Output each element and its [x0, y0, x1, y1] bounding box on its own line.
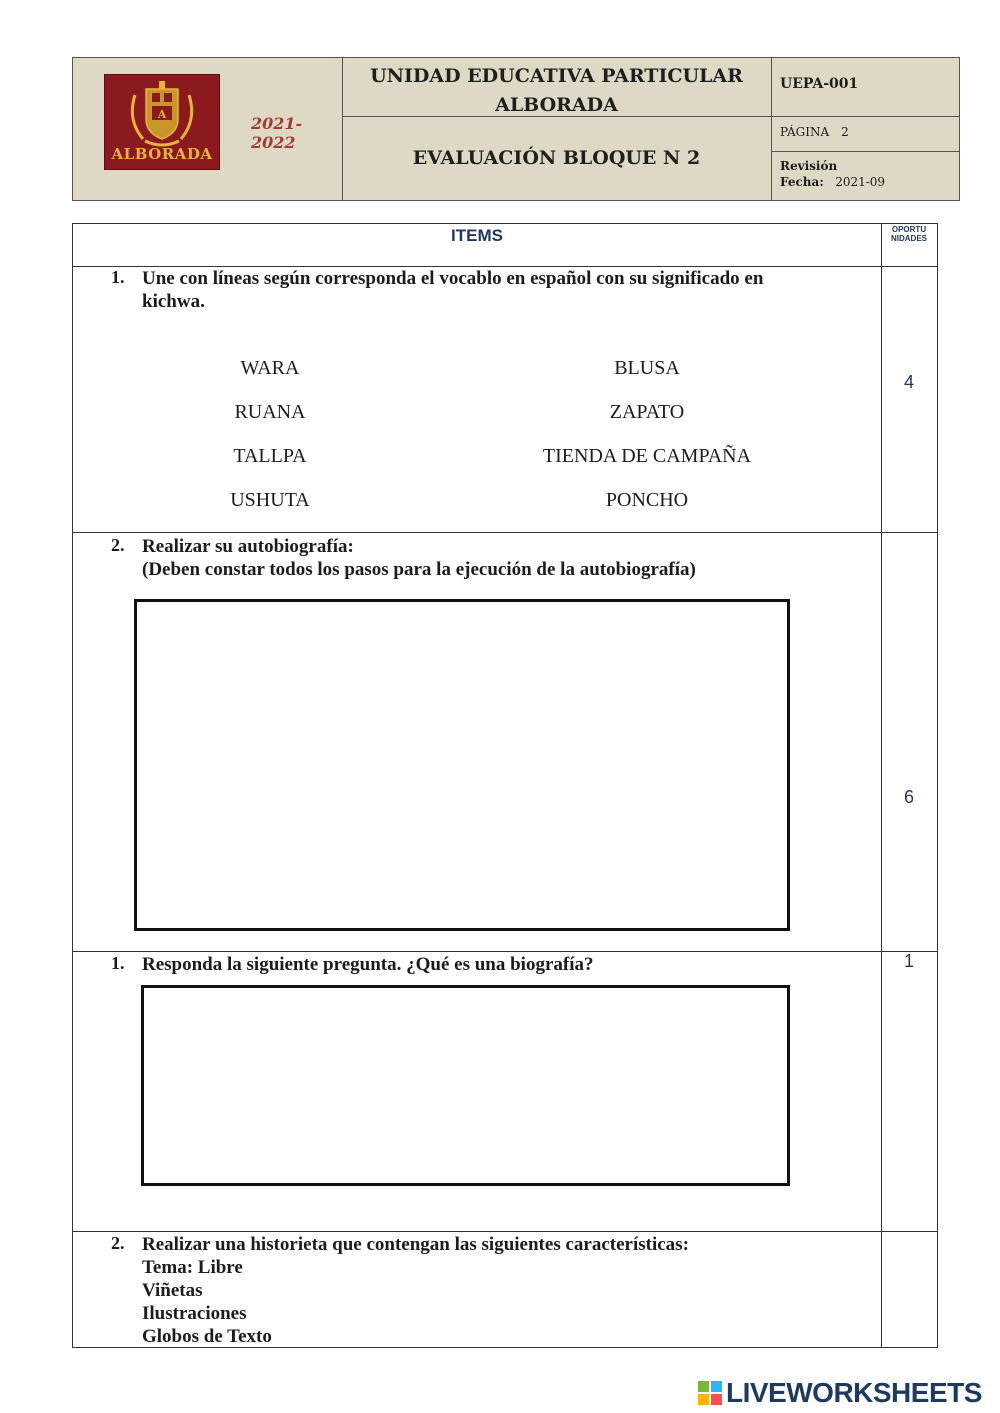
question-number: 1. [111, 953, 125, 973]
question-1-text: Une con líneas según corresponda el vocablo en español con su significado en kichwa. [142, 268, 764, 312]
page-info [780, 125, 861, 139]
left-word: WARA [240, 357, 300, 379]
left-word: TALLPA [233, 445, 307, 467]
liveworksheets-icon [698, 1381, 722, 1405]
row-divider [73, 951, 937, 952]
right-word: BLUSA [614, 357, 680, 379]
logo-text: ALBORADA [111, 145, 213, 163]
question-3-score: 1 [903, 951, 914, 971]
liveworksheets-logo [698, 1378, 982, 1408]
question-number: 2. [111, 1233, 125, 1253]
date-value: 2021-09 [835, 175, 886, 189]
question-number: 2. [111, 535, 125, 555]
opportunities-header: OPORTU NIDADES [890, 225, 927, 243]
left-word: RUANA [234, 401, 306, 423]
code-cell [771, 58, 959, 117]
right-word: TIENDA DE CAMPAÑA [542, 445, 752, 467]
feature-item: Viñetas [142, 1280, 203, 1301]
items-header: ITEMS [451, 226, 503, 245]
watermark-text: LIVEWORKSHEETS [726, 1377, 982, 1408]
document-code: UEPA-001 [780, 76, 859, 92]
left-word: USHUTA [230, 489, 310, 511]
svg-text:A: A [157, 108, 167, 121]
question-number: 1. [111, 267, 125, 287]
date-label: Fecha [780, 175, 820, 189]
logo-cell [73, 58, 343, 200]
right-word: PONCHO [605, 489, 689, 511]
feature-item: Tema: Libre [142, 1257, 243, 1278]
revision-info: Revisión Fecha: 2021-09 [780, 159, 886, 189]
biography-answer-box[interactable] [141, 985, 790, 1186]
school-name-line2: ALBORADA [495, 94, 618, 116]
document-header [72, 57, 960, 201]
evaluation-cell [342, 117, 772, 200]
row-divider [73, 1231, 937, 1232]
school-year: 2021-2022 [251, 114, 303, 152]
page-number: 2 [841, 125, 849, 139]
question-4-text: Realizar una historieta que contengan las siguientes características: Tema: Libre Viñetas Ilustraciones Globos de Texto [142, 1233, 842, 1348]
question-3-text: Responda la siguiente pregunta. ¿Qué es una biografía? [142, 954, 594, 975]
question-1-score: 4 [903, 372, 914, 392]
page-label: PÁGINA [780, 125, 830, 139]
question-2-score: 6 [903, 787, 914, 807]
feature-item: Globos de Texto [142, 1326, 272, 1347]
revision-cell [771, 152, 959, 200]
school-logo [104, 74, 220, 170]
page-cell [771, 117, 959, 152]
title-cell [342, 58, 772, 117]
right-word: ZAPATO [609, 401, 685, 423]
school-name [342, 62, 771, 120]
evaluation-title: EVALUACIÓN BLOQUE N 2 [412, 147, 701, 169]
feature-item: Ilustraciones [142, 1303, 247, 1324]
revision-label: Revisión [780, 159, 838, 173]
row-divider [73, 532, 937, 533]
question-2-text: Realizar su autobiografía: (Deben constar todos los pasos para la ejecución de la autobiografía) [142, 536, 696, 580]
autobiography-answer-box[interactable] [134, 599, 790, 931]
school-name-line1: UNIDAD EDUCATIVA PARTICULAR [370, 65, 743, 87]
items-table [72, 223, 938, 1348]
